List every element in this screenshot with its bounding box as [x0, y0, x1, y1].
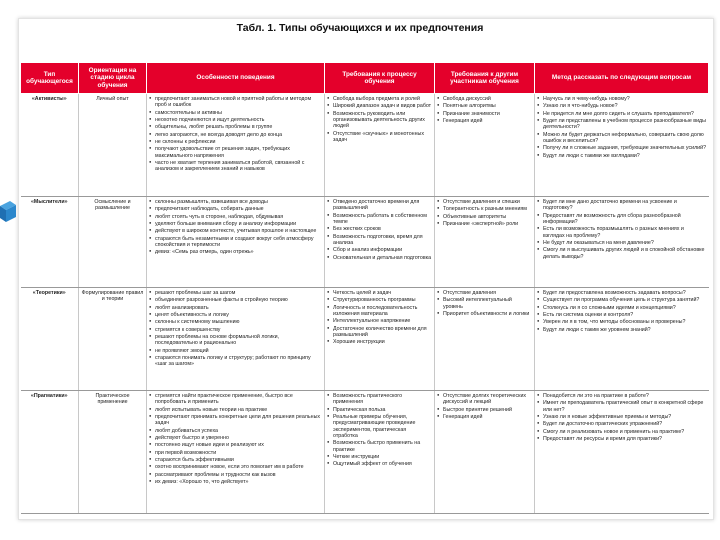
list-item: ● ценят объективность и логику — [149, 312, 322, 318]
list-item: ● Приоритет объективности и логики — [437, 311, 532, 317]
process-cell — [325, 94, 435, 197]
behavior-list — [149, 393, 322, 485]
list-item: ● Интеллектуальное напряжение — [327, 318, 432, 324]
list-item: ● предпочитают наблюдать, собирать данные — [149, 206, 322, 212]
list-item: ● Четкие инструкции — [327, 454, 432, 460]
process-cell — [325, 288, 435, 391]
header-others: Требования к другим участникам обучения — [435, 63, 535, 94]
list-item: ● Без жестких сроков — [327, 226, 432, 232]
list-item: ● Узнаю ли я новые эффективные приемы и методы? — [537, 414, 707, 420]
process-list — [327, 393, 432, 468]
list-item: ● девиз: «Семь раз отмерь, один отрежь» — [149, 249, 322, 255]
list-item: ● не проявляют эмоций — [149, 348, 322, 354]
list-item: ● Будут ли люди с такими же взглядами? — [537, 153, 707, 159]
list-item: ● стараются понимать логику и структуру; работают по принципу «шаг за шагом» — [149, 355, 322, 368]
list-item: ● Свобода дискуссий — [437, 96, 532, 102]
list-item: ● Понятные алгоритмы — [437, 103, 532, 109]
questions-cell — [535, 288, 709, 391]
list-item: ● Предоставят ли возможность для сбора разнообразной информации? — [537, 213, 707, 226]
header-learner-type: Тип обучающегося — [21, 63, 79, 94]
list-item: ● при первой возможности — [149, 450, 322, 456]
list-item: ● Предоставят ли ресурсы и время для практики? — [537, 436, 707, 442]
others-cell — [435, 288, 535, 391]
orientation-cell: Осмысление и размышление — [79, 197, 147, 288]
behavior-list — [149, 96, 322, 173]
list-item: ● Не придется ли мне долго сидеть и слушать преподавателя? — [537, 111, 707, 117]
list-item: ● склонны к системному мышлению — [149, 319, 322, 325]
behavior-list — [149, 199, 322, 256]
list-item: ● Возможность руководить или организовывать деятельность других людей — [327, 111, 432, 130]
list-item: ● Отведено достаточно времени для размышлений — [327, 199, 432, 212]
list-item: ● Не будут ли оказываться на меня давление? — [537, 240, 707, 246]
list-item: ● самостоятельны и активны — [149, 110, 322, 116]
list-item: ● действуют быстро и уверенно — [149, 435, 322, 441]
list-item: ● Будет ли мне дано достаточно времени на усвоение и подготовку? — [537, 199, 707, 212]
list-item: ● общительны, любят решать проблемы в группе — [149, 124, 322, 130]
process-list — [327, 290, 432, 346]
learner-type-cell: «Активисты» — [21, 94, 79, 197]
behavior-cell — [147, 197, 325, 288]
list-item: ● Узнаю ли я что-нибудь новое? — [537, 103, 707, 109]
table-row — [21, 288, 709, 391]
list-item: ● Возможность подготовки, время для анализа — [327, 234, 432, 247]
list-item: ● получают удовольствие от решения задач, требующих максимального напряжения — [149, 146, 322, 159]
list-item: ● решают проблемы шаг за шагом — [149, 290, 322, 296]
others-list — [437, 96, 532, 124]
questions-list — [537, 290, 707, 333]
list-item: ● Будут ли люди с таким же уровнем знаний? — [537, 327, 707, 333]
list-item: ● Возможность практического применения — [327, 393, 432, 406]
list-item: ● Отсутствие давления — [437, 290, 532, 296]
orientation-cell: Личный опыт — [79, 94, 147, 197]
others-list — [437, 393, 532, 420]
learner-types-table — [20, 62, 709, 514]
table-title: Табл. 1. Типы обучающихся и их предпочтения — [236, 22, 484, 34]
table-header-row — [21, 63, 709, 94]
list-item: ● любят испытывать новые теории на практике — [149, 407, 322, 413]
list-item: ● Смогу ли я выслушивать других людей и в спокойной обстановке делать выводы? — [537, 247, 707, 260]
list-item: ● Получу ли я сложные задания, требующие значительных усилий? — [537, 145, 707, 151]
list-item: ● Сбор и анализ информации — [327, 247, 432, 253]
list-item: ● Достаточное количество времени для размышлений — [327, 326, 432, 339]
list-item: ● Отсутствие долгих теоретических дискуссий и лекций — [437, 393, 532, 406]
others-list — [437, 199, 532, 227]
list-item: ● Понадобится ли это на практике в работе? — [537, 393, 707, 399]
behavior-cell — [147, 288, 325, 391]
header-process: Требования к процессу обучения — [325, 63, 435, 94]
list-item: ● Структурированность программы — [327, 297, 432, 303]
list-item: ● легко загораются, не всегда доводят дело до конца — [149, 132, 322, 138]
orientation-cell: Формулирование правил и теории — [79, 288, 147, 391]
list-item: ● Генерация идей — [437, 414, 532, 420]
list-item: ● часто не хватает терпения заниматься работой, связанной с анализом и закреплением знаний и навыков — [149, 160, 322, 173]
questions-list — [537, 393, 707, 442]
list-item: ● любят стоять чуть в стороне, наблюдая, обдумывая — [149, 214, 322, 220]
list-item: ● постоянно ищут новые идеи и реализуют их — [149, 442, 322, 448]
others-list — [437, 290, 532, 317]
list-item: ● Свобода выбора предмета и ролей — [327, 96, 432, 102]
process-list — [327, 199, 432, 261]
behavior-cell — [147, 94, 325, 197]
questions-list — [537, 96, 707, 159]
list-item: ● Высокий интеллектуальный уровень — [437, 297, 532, 310]
list-item: ● Практическая польза — [327, 407, 432, 413]
list-item: ● Будет ли достаточно практических упражнений? — [537, 421, 707, 427]
header-orientation: Ориентация на стадию цикла обучения — [79, 63, 147, 94]
list-item: ● не склонны к рефлексии — [149, 139, 322, 145]
others-cell — [435, 197, 535, 288]
list-item: ● Основательная и детальная подготовка — [327, 255, 432, 261]
list-item: ● Возможность работать в собственном темпе — [327, 213, 432, 226]
header-questions: Метод рассказать по следующим вопросам — [535, 63, 709, 94]
list-item: ● стараются быть эффективными — [149, 457, 322, 463]
list-item: ● Объективные авторитеты — [437, 214, 532, 220]
list-item: ● предпочитают принимать конкретные цели для решения реальных задач — [149, 414, 322, 427]
list-item: ● Признание значимости — [437, 111, 532, 117]
list-item: ● Четкость целей и задач — [327, 290, 432, 296]
table-row — [21, 391, 709, 514]
list-item: ● Толерантность к разным мнениям — [437, 206, 532, 212]
process-cell — [325, 391, 435, 514]
list-item: ● склонны размышлять, взвешивая все доводы — [149, 199, 322, 205]
list-item: ● Будет ли представлены в учебном процессе разнообразные виды деятельности? — [537, 118, 707, 131]
list-item: ● объединяют разрозненные факты в стройную теорию — [149, 297, 322, 303]
list-item: ● Смогу ли я реализовать новое и применить на практике? — [537, 429, 707, 435]
list-item: ● Научусь ли я чему-нибудь новому? — [537, 96, 707, 102]
questions-cell — [535, 391, 709, 514]
list-item: ● Уверен ли я в том, что методы обоснованы и проверены? — [537, 319, 707, 325]
list-item: ● их девиз: «Хорошо то, что действует» — [149, 479, 322, 485]
list-item: ● Возможность быстро применить на практике — [327, 440, 432, 453]
list-item: ● Отсутствие давления и спешки — [437, 199, 532, 205]
behavior-cell — [147, 391, 325, 514]
list-item: ● любят анализировать — [149, 305, 322, 311]
list-item: ● Существует ли программа обучения цель и структура занятий? — [537, 297, 707, 303]
learner-type-cell: «Теоретики» — [21, 288, 79, 391]
others-cell — [435, 391, 535, 514]
list-item: ● Есть ли система оценки и контроля? — [537, 312, 707, 318]
orientation-cell: Практическое применение — [79, 391, 147, 514]
list-item: ● Логичность и последовательность изложения материала — [327, 305, 432, 318]
list-item: ● любят добиваться успеха — [149, 428, 322, 434]
behavior-list — [149, 290, 322, 368]
list-item: ● Широкий диапазон задач и видов работ — [327, 103, 432, 109]
list-item: ● Есть ли возможность поразмышлять о разных мнениях и взглядах на проблему? — [537, 226, 707, 239]
learner-type-cell: «Мыслители» — [21, 197, 79, 288]
others-cell — [435, 94, 535, 197]
list-item: ● стараются быть незаметными и создают вокруг себя атмосферу спокойствия и терпимости — [149, 236, 322, 249]
list-item: ● Реальные примеры обучения, предусматривающие проведение экспериментов, практическая отработка — [327, 414, 432, 439]
list-item: ● Столкнусь ли я со сложными идеями и концепциями? — [537, 305, 707, 311]
list-item: ● неохотно подчиняются и ищут деятельность — [149, 117, 322, 123]
list-item: ● охотно воспринимают новое, если это помогает им в работе — [149, 464, 322, 470]
list-item: ● предпочитают заниматься новой и приятной работы и методом проб и ошибок — [149, 96, 322, 109]
questions-cell — [535, 94, 709, 197]
list-item: ● решают проблемы на основе формальной логики, последовательно и рационально — [149, 334, 322, 347]
list-item: ● стремятся найти практическое применение, быстро все попробовать и применить — [149, 393, 322, 406]
list-item: ● Признание «экспертной» роли — [437, 221, 532, 227]
learner-type-cell: «Прагматики» — [21, 391, 79, 514]
process-cell — [325, 197, 435, 288]
list-item: ● рассматривают проблемы и трудности как вызов — [149, 472, 322, 478]
list-item: ● Генерация идей — [437, 118, 532, 124]
list-item: ● Хорошие инструкции — [327, 339, 432, 345]
questions-cell — [535, 197, 709, 288]
list-item: ● Ощутимый эффект от обучения — [327, 461, 432, 467]
list-item: ● уделяют больше внимания сбору и анализу информации — [149, 221, 322, 227]
table-row — [21, 197, 709, 288]
list-item: ● Будет ли предоставлена возможность задавать вопросы? — [537, 290, 707, 296]
table-row — [21, 94, 709, 197]
header-behavior: Особенности поведения — [147, 63, 325, 94]
process-list — [327, 96, 432, 143]
list-item: ● Можно ли будет держаться неформально, совершить свою долю ошибок и веселиться? — [537, 132, 707, 145]
list-item: ● Отсутствие «скучных» и монотонных задач — [327, 131, 432, 144]
list-item: ● стремятся к совершенству — [149, 327, 322, 333]
list-item: ● действуют в широком контексте, учитывая прошлое и настоящее — [149, 228, 322, 234]
questions-list — [537, 199, 707, 260]
list-item: ● Быстрое принятие решений — [437, 407, 532, 413]
cube-logo-icon — [0, 200, 16, 226]
list-item: ● Имеет ли преподаватель практический опыт в конкретной сфере или нет? — [537, 400, 707, 413]
